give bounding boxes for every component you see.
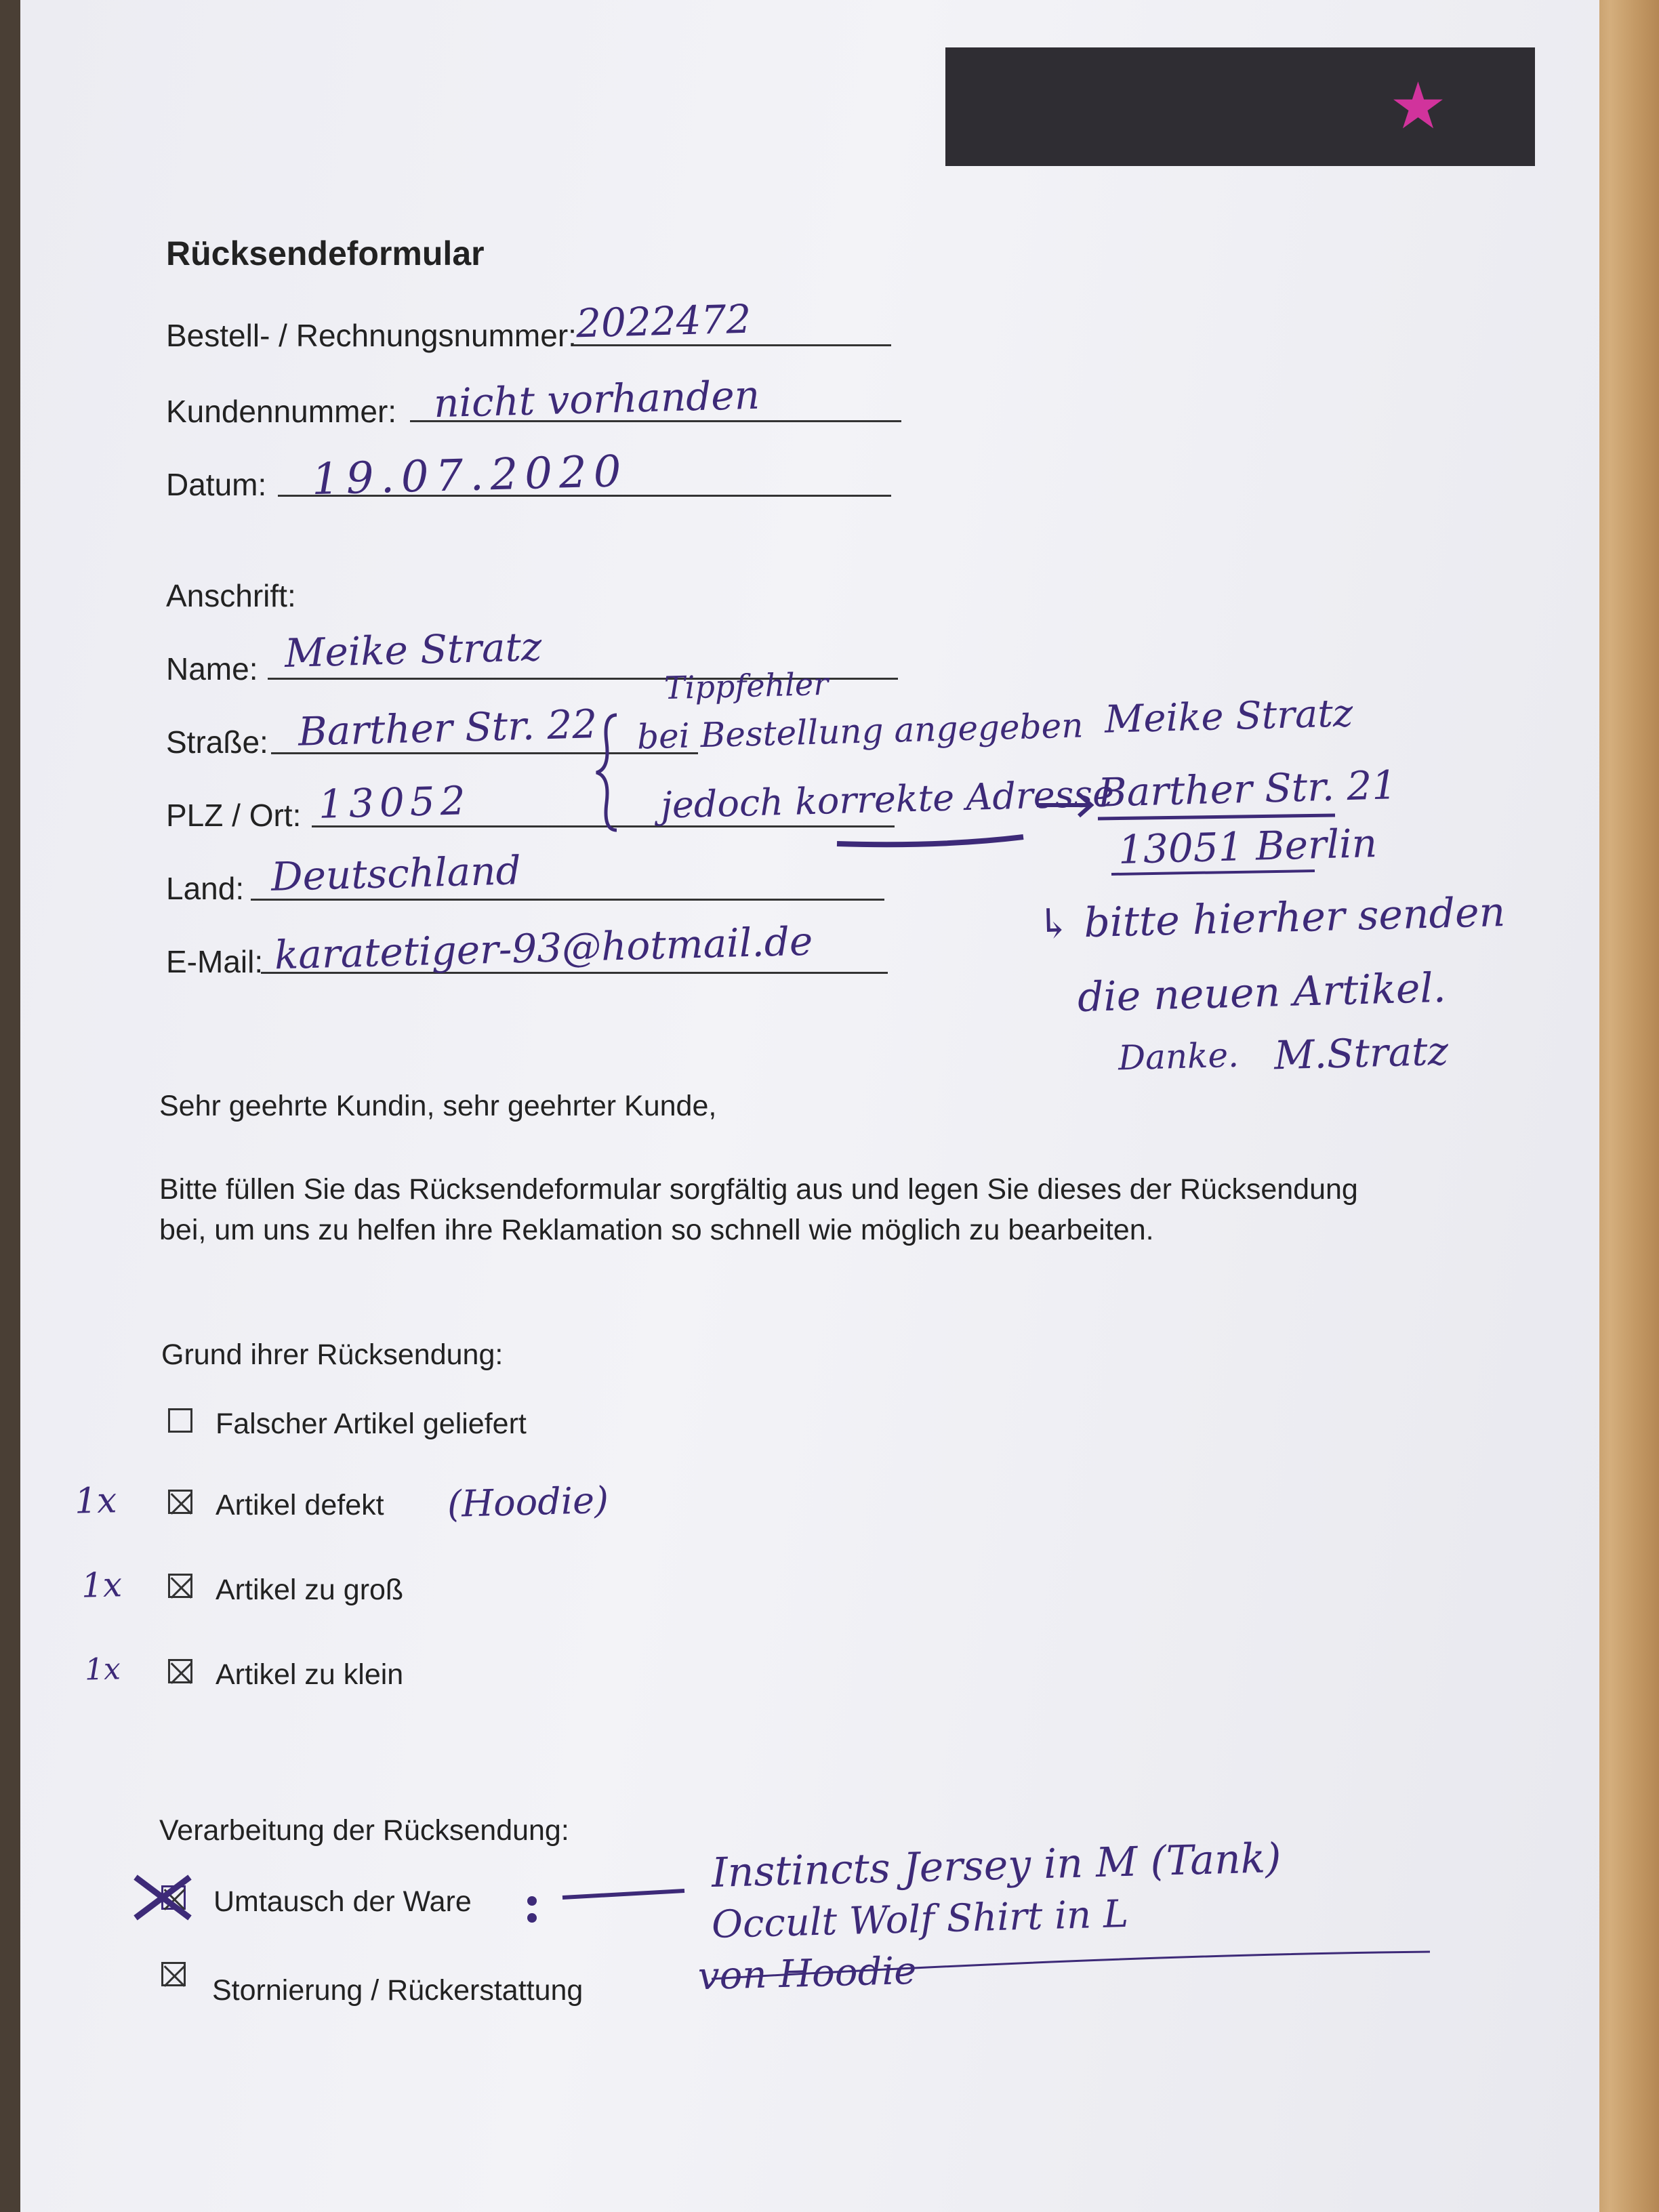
street-value[interactable]: Barther Str. 22: [298, 701, 598, 755]
zip-value[interactable]: 13052: [318, 777, 472, 827]
greeting: Sehr geehrte Kundin, sehr geehrter Kunde,: [159, 1090, 717, 1122]
order-number-label: Bestell- / Rechnungsnummer:: [166, 318, 577, 353]
name-value[interactable]: Meike Stratz: [284, 623, 543, 676]
option-exchange: Umtausch der Ware: [213, 1885, 472, 1918]
country-value[interactable]: Deutschland: [270, 847, 522, 900]
ink-strokes: [20, 0, 1599, 2212]
reason-wrong-item: Falscher Artikel geliefert: [216, 1408, 527, 1440]
street-label: Straße:: [166, 724, 268, 760]
correct-address-note: jedoch korrekte Adresse: [660, 772, 1115, 827]
defect-item-note: (Hoodie): [447, 1478, 609, 1526]
qty-too-big: 1x: [81, 1565, 123, 1605]
reason-defect: Artikel defekt: [216, 1489, 384, 1521]
address-label: Anschrift:: [166, 578, 296, 613]
typo-note: Tippfehler: [663, 665, 829, 707]
reasons-heading: Grund ihrer Rücksendung:: [161, 1338, 504, 1371]
corrected-name: Meike Stratz: [1104, 691, 1354, 742]
corrected-city: 13051 Berlin: [1118, 820, 1378, 873]
email-value[interactable]: karatetiger-93@hotmail.de: [274, 918, 814, 979]
country-label: Land:: [166, 871, 245, 906]
new-items-note: die neuen Artikel.: [1077, 964, 1447, 1022]
qty-too-small: 1x: [84, 1652, 121, 1687]
qty-defect: 1x: [74, 1480, 118, 1522]
typo-explanation: bei Bestellung angegeben: [636, 705, 1084, 757]
option-refund: Stornierung / Rückerstattung: [212, 1974, 583, 2007]
return-form-sheet: [20, 0, 1599, 2212]
zip-city-label: PLZ / Ort:: [166, 798, 302, 833]
date-label: Datum:: [166, 467, 267, 502]
order-number-value[interactable]: 2022472: [575, 295, 752, 347]
signature: M.Stratz: [1273, 1027, 1449, 1079]
star-logo-icon: ★: [1389, 70, 1447, 142]
customer-number-label: Kundennummer:: [166, 394, 397, 429]
instructions-paragraph: Bitte füllen Sie das Rücksendeformular sorgfältig aus und legen Sie dieses der Rücksendung bei, um uns zu helfen ihre Reklamation so schnell wie möglich zu bearbeiten.: [159, 1173, 1358, 1246]
exchange-note-hoodie: von Hoodie: [697, 1948, 918, 1999]
send-here-request: ↳ bitte hierher senden: [1036, 888, 1506, 949]
date-value[interactable]: 19.07.2020: [311, 446, 629, 506]
form-title: Rücksendeformular: [166, 234, 485, 272]
customer-number-value[interactable]: nicht vorhanden: [433, 371, 760, 427]
reason-too-big: Artikel zu groß: [216, 1574, 404, 1606]
thanks-note: Danke.: [1118, 1035, 1240, 1078]
email-label: E-Mail:: [166, 944, 264, 979]
exchange-item-1: Instincts Jersey in M (Tank): [711, 1835, 1282, 1897]
name-label: Name:: [166, 651, 258, 687]
table-edge: [0, 0, 20, 2212]
processing-heading: Verarbeitung der Rücksendung:: [159, 1814, 569, 1847]
corrected-street: Barther Str. 21: [1097, 762, 1397, 816]
exchange-item-2: Occult Wolf Shirt in L: [711, 1891, 1129, 1948]
reason-too-small: Artikel zu klein: [216, 1658, 404, 1691]
